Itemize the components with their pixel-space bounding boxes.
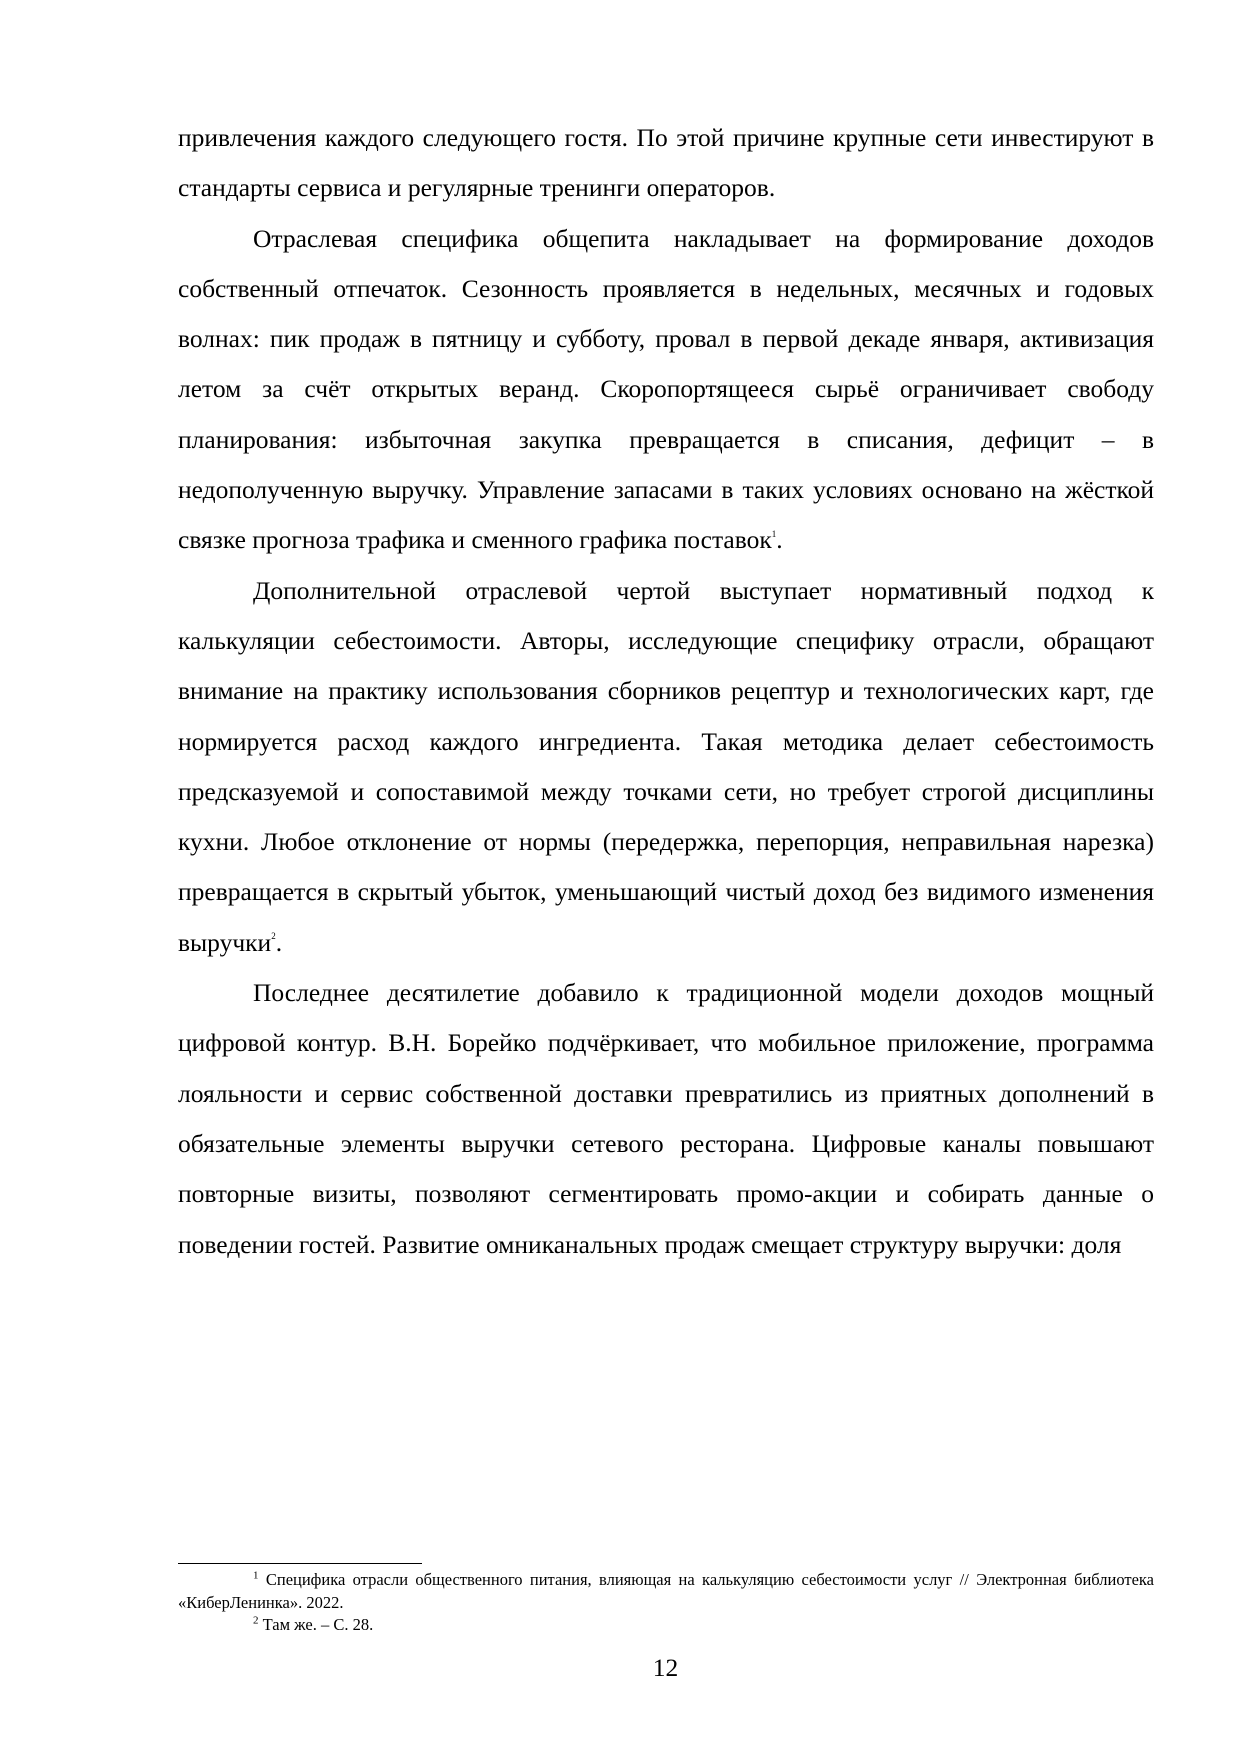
paragraph-cost-calculation xyxy=(178,566,1154,968)
paragraph-text: Последнее десятилетие добавило к традиционной модели доходов мощный цифровой контур. В.Н. Борейко подчёркивает, что мобильное приложение, программа лояльности и сервис собственной доставки превратились из приятных дополнений в обязательные элементы выручки сетевого ресторана. Цифровые каналы повышают повторные визиты, позволяют сегментировать промо-акции и собирать данные о поведении гостей. Развитие омниканальных продаж смещает структуру выручки: доля xyxy=(178,978,1154,1259)
paragraph-text: Дополнительной отраслевой чертой выступает нормативный подход к калькуляции себестоимости. Авторы, исследующие специфику отрасли, обращают внимание на практику использования сборников рецептур и технологических карт, где нормируется расход каждого ингредиента. Такая методика делает себестоимость предсказуемой и сопоставимой между точками сети, но требует строгой дисциплины кухни. Любое отклонение от нормы (передержка, перепорция, неправильная нарезка) превращается в скрытый убыток, уменьшающий чистый доход без видимого изменения выручки xyxy=(178,575,1154,957)
sentence-end-punctuation: . xyxy=(275,927,283,957)
paragraph-text: Отраслевая специфика общепита накладывает на формирование доходов собственный отпечаток. Сезонность проявляется в недельных, месячных и годовых волнах: пик продаж в пятницу и субботу, провал в первой декаде января, активизация летом за счёт открытых веранд. Скоропортящееся сырьё ограничивает свободу планирования: избыточная закупка превращается в списания, дефицит – в недополученную выручку. Управление запасами в таких условиях основано на жёсткой связке прогноза трафика и сменного графика поставок xyxy=(178,223,1154,555)
footnote-reference[interactable]: 1 xyxy=(771,528,777,539)
footnote-text: Там же. – С. 28. xyxy=(258,1615,374,1634)
footnotes xyxy=(178,1569,1154,1637)
body-text xyxy=(178,113,1154,1270)
page-number: 12 xyxy=(652,1653,679,1682)
footnote-text: Специфика отрасли общественного питания, влияющая на калькуляцию себестоимости услуг // Электронная библиотека «КиберЛенинка». 2022. xyxy=(178,1570,1154,1612)
footnote-reference[interactable]: 2 xyxy=(271,931,276,942)
footnote-item xyxy=(178,1569,1154,1614)
sentence-end-punctuation: . xyxy=(776,525,783,555)
footnote-separator xyxy=(178,1563,422,1564)
paragraph-continuation xyxy=(178,113,1154,214)
paragraph-text: привлечения каждого следующего гостя. По этой причине крупные сети инвестируют в стандарты сервиса и регулярные тренинги операторов. xyxy=(178,123,1154,203)
footnote-mark: 2 xyxy=(253,1614,259,1627)
footnote-item xyxy=(178,1614,1154,1637)
paragraph-digital-contour xyxy=(178,968,1154,1270)
footnote-mark: 1 xyxy=(253,1569,259,1582)
paragraph-industry-specifics xyxy=(178,214,1154,566)
